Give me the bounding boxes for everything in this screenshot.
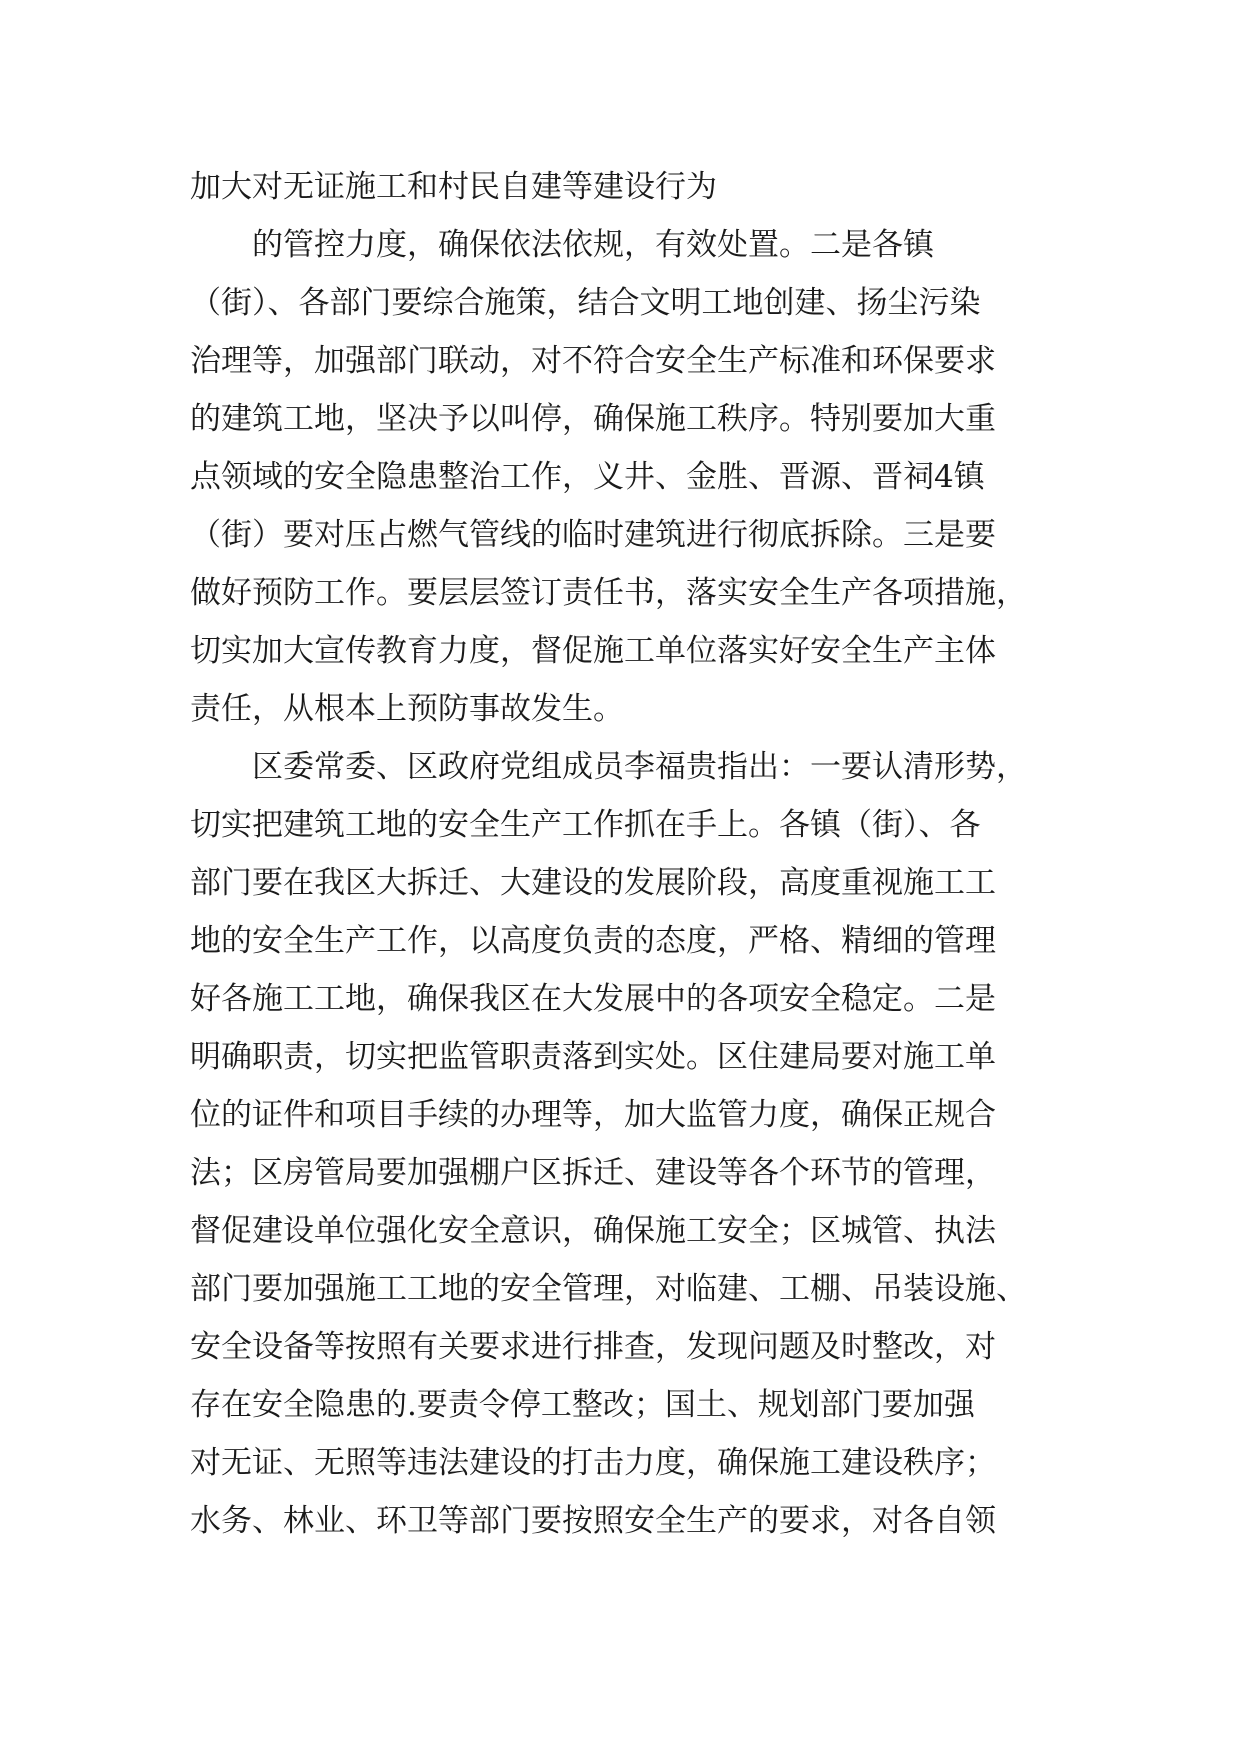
text-line: 点领域的安全隐患整治工作，义井、金胜、晋源、晋祠4镇 [190,459,985,495]
text-line: 明确职责，切实把监管职责落到实处。区住建局要对施工单 [190,1039,996,1075]
text-line: 切实加大宣传教育力度，督促施工单位落实好安全生产主体 [190,633,996,669]
text-line: 部门要在我区大拆迁、大建设的发展阶段，高度重视施工工 [190,865,996,901]
text-line: 切实把建筑工地的安全生产工作抓在手上。各镇（街）、各 [190,807,981,843]
text-line: 安全设备等按照有关要求进行排查，发现问题及时整改，对 [190,1329,996,1365]
text-line: 区委常委、区政府党组成员李福贵指出：一要认清形势， [252,749,1027,785]
text-line: 做好预防工作。要层层签订责任书，落实安全生产各项措施， [190,575,1027,611]
text-line: （街）要对压占燃气管线的临时建筑进行彻底拆除。三是要 [190,517,996,553]
text-line: 督促建设单位强化安全意识，确保施工安全；区城管、执法 [190,1213,996,1249]
text-line: 水务、林业、环卫等部门要按照安全生产的要求，对各自领 [190,1503,996,1539]
body-text [190,158,1062,1550]
text-line: 部门要加强施工工地的安全管理，对临建、工棚、吊装设施、 [190,1271,1027,1307]
text-line: 治理等，加强部门联动，对不符合安全生产标准和环保要求 [190,343,996,379]
text-line: 位的证件和项目手续的办理等，加大监管力度，确保正规合 [190,1097,996,1133]
text-line: 存在安全隐患的.要责令停工整改；国土、规划部门要加强 [190,1387,975,1423]
text-line: 的建筑工地，坚决予以叫停，确保施工秩序。特别要加大重 [190,401,996,437]
text-line: 的管控力度，确保依法依规，有效处置。二是各镇 [252,227,934,263]
text-line: 地的安全生产工作，以高度负责的态度，严格、精细的管理 [190,923,996,959]
text-line: 加大对无证施工和村民自建等建设行为 [190,169,717,205]
text-line: 责任，从根本上预防事故发生。 [190,691,624,727]
text-line: 好各施工工地，确保我区在大发展中的各项安全稳定。二是 [190,981,996,1017]
text-line: （街）、各部门要综合施策，结合文明工地创建、扬尘污染 [190,285,981,321]
text-line: 法；区房管局要加强棚户区拆迁、建设等各个环节的管理， [190,1155,996,1191]
text-line: 对无证、无照等违法建设的打击力度，确保施工建设秩序； [190,1445,996,1481]
